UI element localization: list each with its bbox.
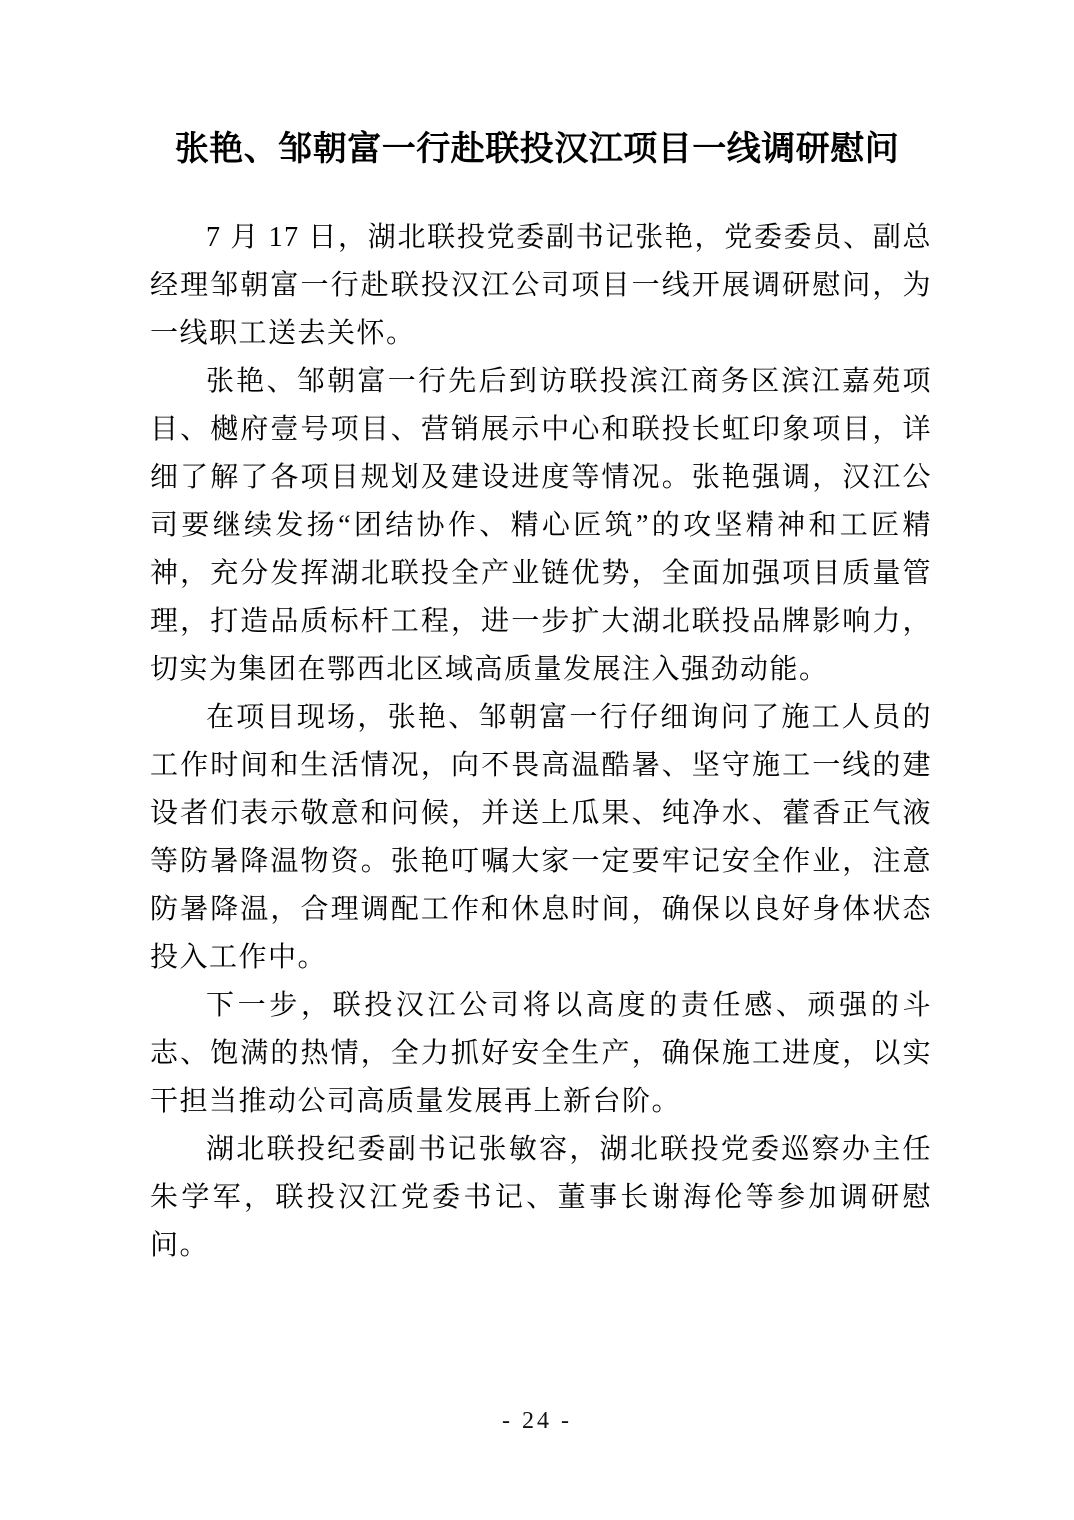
paragraph: 下一步，联投汉江公司将以高度的责任感、顽强的斗志、饱满的热情，全力抓好安全生产，确保施工进度，以实干担当推动公司高质量发展再上新台阶。 <box>150 990 932 1117</box>
paragraph: 张艳、邹朝富一行先后到访联投滨江商务区滨江嘉苑项目、樾府壹号项目、营销展示中心和联投长虹印象项目，详细了解了各项目规划及建设进度等情况。张艳强调，汉江公司要继续发扬“团结协作、精心匠筑”的攻坚精神和工匠精神，充分发挥湖北联投全产业链优势，全面加强项目质量管理，打造品质标杆工程，进一步扩大湖北联投品牌影响力，切实为集团在鄂西北区域高质量发展注入强劲动能。 <box>150 366 932 685</box>
paragraph: 湖北联投纪委副书记张敏容，湖北联投党委巡察办主任朱学军，联投汉江党委书记、董事长谢海伦等参加调研慰问。 <box>150 1134 932 1261</box>
document-title: 张艳、邹朝富一行赴联投汉江项目一线调研慰问 <box>174 131 900 168</box>
page-number: - 24 - <box>502 1408 572 1434</box>
paragraph: 在项目现场，张艳、邹朝富一行仔细询问了施工人员的工作时间和生活情况，向不畏高温酷暑、坚守施工一线的建设者们表示敬意和问候，并送上瓜果、纯净水、藿香正气液等防暑降温物资。张艳叮嘱大家一定要牢记安全作业，注意防暑降温，合理调配工作和休息时间，确保以良好身体状态投入工作中。 <box>150 702 932 973</box>
page-footer <box>0 1408 1074 1435</box>
paragraph: 7 月 17 日，湖北联投党委副书记张艳，党委委员、副总经理邹朝富一行赴联投汉江公司项目一线开展调研慰问，为一线职工送去关怀。 <box>150 222 932 349</box>
document-body <box>150 214 932 1270</box>
